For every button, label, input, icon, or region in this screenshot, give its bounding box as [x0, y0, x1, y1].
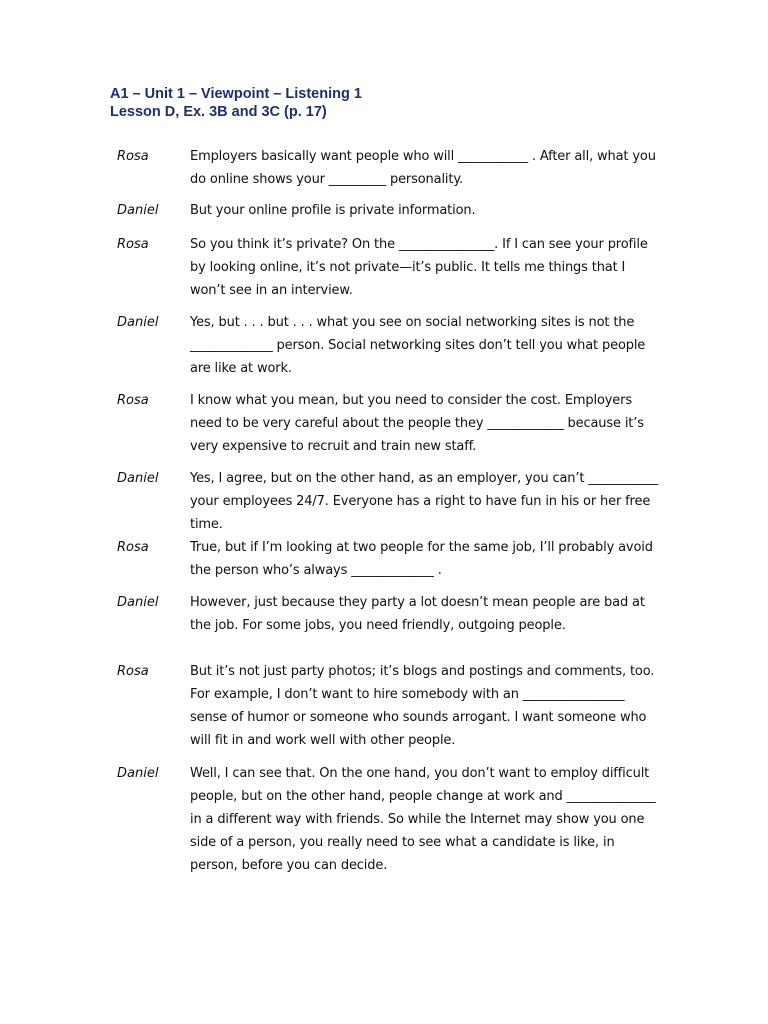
dialogue-line: are like at work. [190, 361, 292, 376]
dialogue-line: Employers basically want people who will ___________ . After all, what you [190, 149, 656, 164]
dialogue-line: do online shows your _________ personality. [190, 172, 463, 187]
dialogue-line: sense of humor or someone who sounds arrogant. I want someone who [190, 710, 647, 725]
dialogue-line: But your online profile is private information. [190, 203, 476, 218]
dialogue-line: True, but if I’m looking at two people for the same job, I’ll probably avoid [190, 540, 653, 555]
dialogue-line: But it’s not just party photos; it’s blogs and postings and comments, too. [190, 664, 655, 679]
dialogue-line: time. [190, 517, 223, 532]
dialogue-line: _____________ person. Social networking sites don’t tell you what people [190, 338, 646, 353]
dialogue-line: won’t see in an interview. [190, 283, 353, 298]
dialogue-line: the person who’s always _____________ . [190, 563, 442, 578]
dialogue-line: in a different way with friends. So while the Internet may show you one [190, 812, 645, 827]
dialogue-line: Well, I can see that. On the one hand, you don’t want to employ difficult [190, 766, 650, 781]
speaker-name: Daniel [117, 203, 159, 218]
speaker-name: Daniel [117, 595, 159, 610]
speaker-name: Daniel [117, 315, 159, 330]
dialogue-line: Yes, but . . . but . . . what you see on social networking sites is not the [190, 315, 635, 330]
dialogue-line: your employees 24/7. Everyone has a right to have fun in his or her free [190, 494, 651, 509]
dialogue-line: the job. For some jobs, you need friendly, outgoing people. [190, 618, 566, 633]
dialogue-line: I know what you mean, but you need to consider the cost. Employers [190, 393, 632, 408]
document-subtitle: Lesson D, Ex. 3B and 3C (p. 17) [110, 104, 327, 120]
dialogue-line: Yes, I agree, but on the other hand, as an employer, you can’t ___________ [190, 471, 659, 486]
dialogue-line: person, before you can decide. [190, 858, 388, 873]
speaker-name: Rosa [117, 540, 149, 555]
dialogue-line: So you think it’s private? On the _______________. If I can see your profile [190, 237, 648, 252]
dialogue-line: will fit in and work well with other people. [190, 733, 456, 748]
speaker-name: Rosa [117, 664, 149, 679]
document-title: A1 – Unit 1 – Viewpoint – Listening 1 [110, 86, 362, 102]
speaker-name: Daniel [117, 471, 159, 486]
dialogue-line: side of a person, you really need to see what a candidate is like, in [190, 835, 615, 850]
speaker-name: Rosa [117, 237, 149, 252]
speaker-name: Daniel [117, 766, 159, 781]
dialogue-line: people, but on the other hand, people change at work and ______________ [190, 789, 656, 804]
dialogue-line: For example, I don’t want to hire somebody with an ________________ [190, 687, 625, 702]
dialogue-line: need to be very careful about the people they ____________ because it’s [190, 416, 644, 431]
dialogue-line: by looking online, it’s not private—it’s public. It tells me things that I [190, 260, 626, 275]
dialogue-line: very expensive to recruit and train new staff. [190, 439, 477, 454]
dialogue-line: However, just because they party a lot doesn’t mean people are bad at [190, 595, 645, 610]
speaker-name: Rosa [117, 149, 149, 164]
speaker-name: Rosa [117, 393, 149, 408]
